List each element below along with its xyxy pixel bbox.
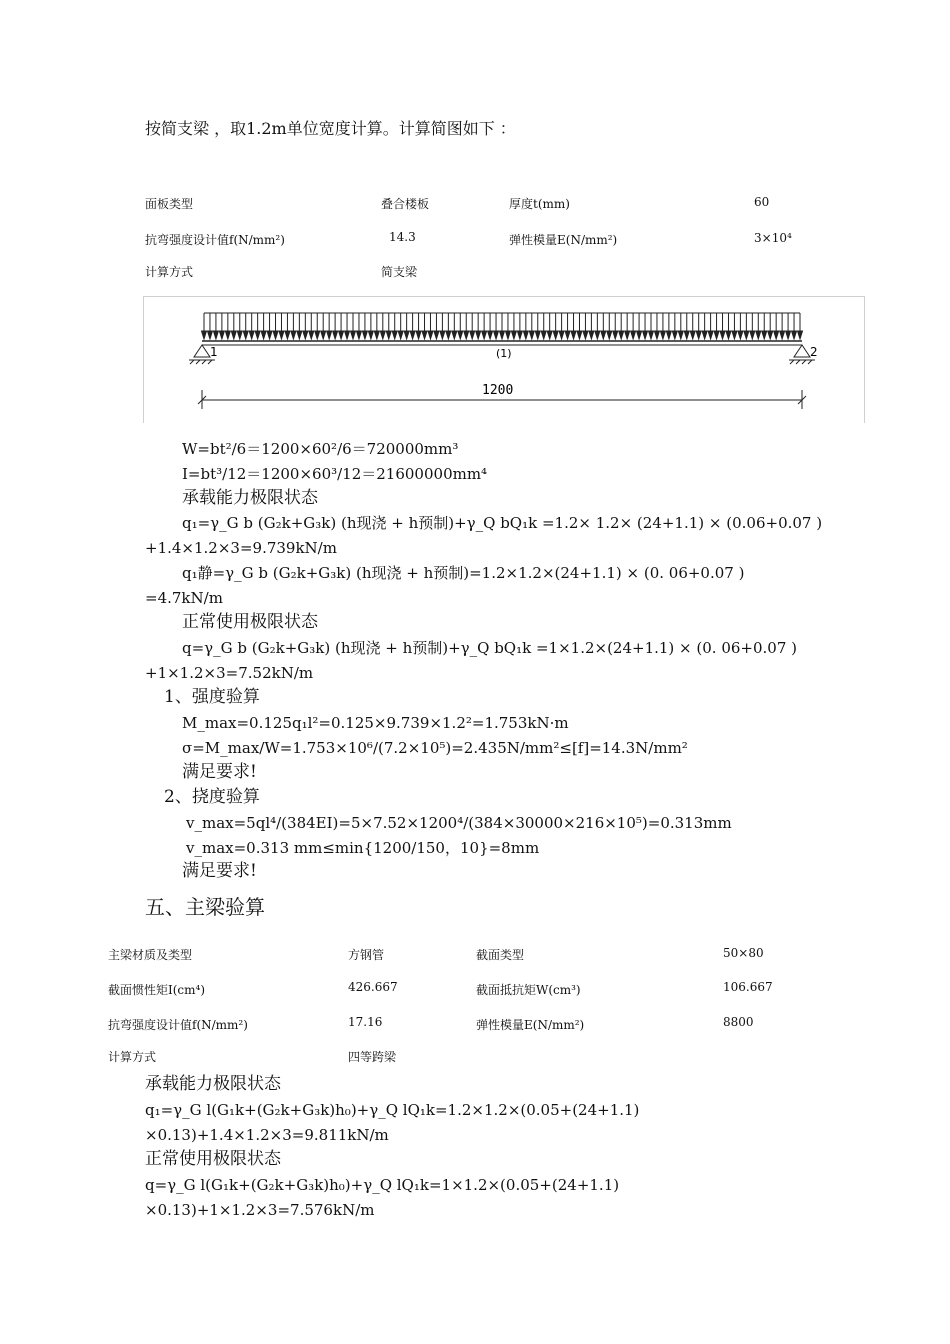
- load-arrow-head: [339, 331, 344, 339]
- calc-line: q₁静=γ_G b (G₂k+G₃k) (h现浇 + h预制)=1.2×1.2×(24+1.1) × (0. 06+0.07 ): [182, 564, 745, 582]
- calc-line: q=γ_G l(G₁k+(G₂k+G₃k)h₀)+γ_Q lQ₁k=1×1.2×(0.05+(24+1.1): [145, 1176, 620, 1194]
- load-arrow-head: [404, 331, 409, 339]
- load-arrow-head: [500, 331, 505, 339]
- node-2-label: 2: [810, 345, 818, 359]
- load-arrow-head: [613, 331, 618, 339]
- beam-diagram-svg: [144, 297, 864, 423]
- beam-diagram: [143, 296, 865, 423]
- load-arrow-head: [261, 331, 266, 339]
- load-arrow-head: [458, 331, 463, 339]
- beam-cell: 17.16: [348, 1015, 383, 1029]
- load-arrow-head: [619, 331, 624, 339]
- load-arrow-head: [702, 331, 707, 339]
- load-arrow-head: [362, 331, 367, 339]
- panel-cell: 面板类型: [145, 197, 194, 211]
- load-arrow-head: [398, 331, 403, 339]
- beam-cell: 426.667: [348, 980, 398, 994]
- beam-cell: 截面抵抗矩W(cm³): [476, 983, 581, 997]
- load-arrow-head: [714, 331, 719, 339]
- node-1-label: 1: [210, 345, 218, 359]
- load-arrow-head: [601, 331, 606, 339]
- load-arrow-head: [529, 331, 534, 339]
- calc-line: +1×1.2×3=7.52kN/m: [145, 664, 314, 682]
- calc-heading: 承载能力极限状态: [182, 488, 318, 508]
- calc-line: σ=M_max/W=1.753×10⁶/(7.2×10⁵)=2.435N/mm²≤[f]=14.3N/mm²: [182, 739, 688, 757]
- load-arrow-head: [589, 331, 594, 339]
- load-arrow-head: [649, 331, 654, 339]
- load-arrow-head: [303, 331, 308, 339]
- load-arrow-head: [428, 331, 433, 339]
- panel-cell: 厚度t(mm): [509, 197, 570, 211]
- member-label: (1): [496, 347, 512, 360]
- load-arrow-head: [553, 331, 558, 339]
- load-arrow-head: [345, 331, 350, 339]
- load-arrow-head: [660, 331, 665, 339]
- load-arrow-head: [786, 331, 791, 339]
- load-arrow-head: [327, 331, 332, 339]
- load-arrow-head: [202, 331, 207, 339]
- calc-line: v_max=5ql⁴/(384EI)=5×7.52×1200⁴/(384×30000×216×10⁵)=0.313mm: [186, 814, 732, 832]
- load-arrow-head: [625, 331, 630, 339]
- calc-line: =4.7kN/m: [145, 589, 223, 607]
- calc-line: q=γ_G b (G₂k+G₃k) (h现浇 + h预制)+γ_Q bQ₁k =1×1.2×(24+1.1) × (0. 06+0.07 ): [182, 639, 797, 657]
- load-arrow-head: [559, 331, 564, 339]
- beam-cell: 8800: [723, 1015, 754, 1029]
- panel-cell: 抗弯强度设计值f(N/mm²): [145, 233, 285, 247]
- panel-cell: 60: [754, 195, 770, 209]
- calc-line: W=bt²/6＝1200×60²/6＝720000mm³: [182, 440, 459, 458]
- section-title: 五、主梁验算: [145, 895, 265, 919]
- load-arrow-head: [488, 331, 493, 339]
- panel-cell: 计算方式: [145, 265, 194, 279]
- calc-line: v_max=0.313 mm≤min{1200/150，10}=8mm: [186, 839, 540, 857]
- calc-heading: 承载能力极限状态: [145, 1074, 281, 1094]
- beam-cell: 截面惯性矩I(cm⁴): [108, 983, 206, 997]
- load-arrow-head: [744, 331, 749, 339]
- load-arrow-head: [535, 331, 540, 339]
- load-arrow-head: [446, 331, 451, 339]
- load-arrow-head: [213, 331, 218, 339]
- load-arrow-head: [309, 331, 314, 339]
- load-arrow-head: [696, 331, 701, 339]
- load-arrow-head: [798, 331, 803, 339]
- calc-heading: 2、挠度验算: [164, 787, 260, 807]
- calc-result: 满足要求!: [182, 861, 257, 881]
- load-arrow-head: [356, 331, 361, 339]
- panel-cell: 14.3: [389, 230, 416, 244]
- load-arrow-head: [780, 331, 785, 339]
- beam-cell: 截面类型: [476, 948, 525, 962]
- load-arrow-head: [476, 331, 481, 339]
- load-arrow-head: [422, 331, 427, 339]
- load-arrow-head: [291, 331, 296, 339]
- load-arrow-head: [708, 331, 713, 339]
- load-arrow-head: [762, 331, 767, 339]
- load-arrow-head: [297, 331, 302, 339]
- load-arrow-head: [595, 331, 600, 339]
- load-arrow-head: [654, 331, 659, 339]
- calc-line: q₁=γ_G b (G₂k+G₃k) (h现浇 + h预制)+γ_Q bQ₁k =1.2× 1.2× (24+1.1) × (0.06+0.07 ): [182, 514, 823, 532]
- load-arrow-head: [470, 331, 475, 339]
- load-arrow-head: [285, 331, 290, 339]
- load-arrow-head: [243, 331, 248, 339]
- load-arrow-head: [207, 331, 212, 339]
- load-arrow-head: [505, 331, 510, 339]
- load-arrow-head: [511, 331, 516, 339]
- beam-cell: 方钢管: [348, 948, 385, 962]
- beam-cell: 50×80: [723, 946, 764, 960]
- load-arrow-head: [351, 331, 356, 339]
- load-arrow-head: [547, 331, 552, 339]
- load-arrow-head: [482, 331, 487, 339]
- load-arrow-head: [368, 331, 373, 339]
- load-arrow-head: [523, 331, 528, 339]
- load-arrow-head: [416, 331, 421, 339]
- load-arrow-head: [750, 331, 755, 339]
- calc-line: I=bt³/12＝1200×60³/12＝21600000mm⁴: [182, 465, 488, 483]
- load-arrow-head: [255, 331, 260, 339]
- load-arrow-head: [464, 331, 469, 339]
- load-arrow-head: [607, 331, 612, 339]
- load-arrow-head: [571, 331, 576, 339]
- calc-line: M_max=0.125q₁l²=0.125×9.739×1.2²=1.753kN·m: [182, 714, 569, 732]
- load-arrow-head: [690, 331, 695, 339]
- load-arrow-head: [219, 331, 224, 339]
- beam-cell: 弹性模量E(N/mm²): [476, 1018, 585, 1032]
- beam-cell: 计算方式: [108, 1050, 157, 1064]
- load-arrow-head: [726, 331, 731, 339]
- load-arrow-head: [643, 331, 648, 339]
- load-arrow-head: [237, 331, 242, 339]
- panel-cell: 弹性模量E(N/mm²): [509, 233, 618, 247]
- calc-line: ×0.13)+1.4×1.2×3=9.811kN/m: [145, 1126, 389, 1144]
- load-arrow-head: [732, 331, 737, 339]
- load-arrow-head: [434, 331, 439, 339]
- load-arrow-head: [637, 331, 642, 339]
- panel-cell: 3×10⁴: [754, 231, 792, 245]
- beam-cell: 106.667: [723, 980, 773, 994]
- load-arrow-head: [333, 331, 338, 339]
- beam-cell: 主梁材质及类型: [108, 948, 193, 962]
- load-arrow-head: [225, 331, 230, 339]
- load-arrow-head: [583, 331, 588, 339]
- panel-cell: 简支梁: [381, 265, 418, 279]
- load-arrow-head: [315, 331, 320, 339]
- calc-heading: 1、强度验算: [164, 687, 260, 707]
- beam-cell: 抗弯强度设计值f(N/mm²): [108, 1018, 248, 1032]
- load-arrow-head: [541, 331, 546, 339]
- calc-heading: 正常使用极限状态: [145, 1149, 281, 1169]
- load-arrow-head: [672, 331, 677, 339]
- load-arrow-head: [267, 331, 272, 339]
- load-arrow-head: [440, 331, 445, 339]
- load-arrow-head: [774, 331, 779, 339]
- load-arrow-head: [249, 331, 254, 339]
- calc-result: 满足要求!: [182, 762, 257, 782]
- span-label: 1200: [482, 383, 514, 398]
- calc-line: q₁=γ_G l(G₁k+(G₂k+G₃k)h₀)+γ_Q lQ₁k=1.2×1.2×(0.05+(24+1.1): [145, 1101, 640, 1119]
- load-arrow-head: [631, 331, 636, 339]
- calc-heading: 正常使用极限状态: [182, 612, 318, 632]
- load-arrow-head: [392, 331, 397, 339]
- load-arrow-head: [374, 331, 379, 339]
- load-arrow-head: [321, 331, 326, 339]
- load-arrow-head: [792, 331, 797, 339]
- load-arrow-head: [720, 331, 725, 339]
- load-arrow-head: [565, 331, 570, 339]
- load-arrow-head: [494, 331, 499, 339]
- load-arrow-head: [279, 331, 284, 339]
- load-arrow-head: [380, 331, 385, 339]
- load-arrow-head: [577, 331, 582, 339]
- load-arrow-head: [768, 331, 773, 339]
- load-arrow-head: [678, 331, 683, 339]
- calc-line: ×0.13)+1×1.2×3=7.576kN/m: [145, 1201, 375, 1219]
- intro-text: 按简支梁 ，取1.2m单位宽度计算。计算简图如下 ：: [145, 119, 516, 138]
- load-arrow-head: [273, 331, 278, 339]
- panel-cell: 叠合楼板: [381, 197, 430, 211]
- load-arrow-head: [231, 331, 236, 339]
- load-arrow-head: [666, 331, 671, 339]
- calc-line: +1.4×1.2×3=9.739kN/m: [145, 539, 337, 557]
- beam-cell: 四等跨梁: [348, 1050, 397, 1064]
- load-arrow-head: [738, 331, 743, 339]
- load-arrow-head: [684, 331, 689, 339]
- load-arrow-head: [386, 331, 391, 339]
- load-arrow-head: [452, 331, 457, 339]
- load-arrow-head: [517, 331, 522, 339]
- load-arrow-head: [756, 331, 761, 339]
- load-arrow-head: [410, 331, 415, 339]
